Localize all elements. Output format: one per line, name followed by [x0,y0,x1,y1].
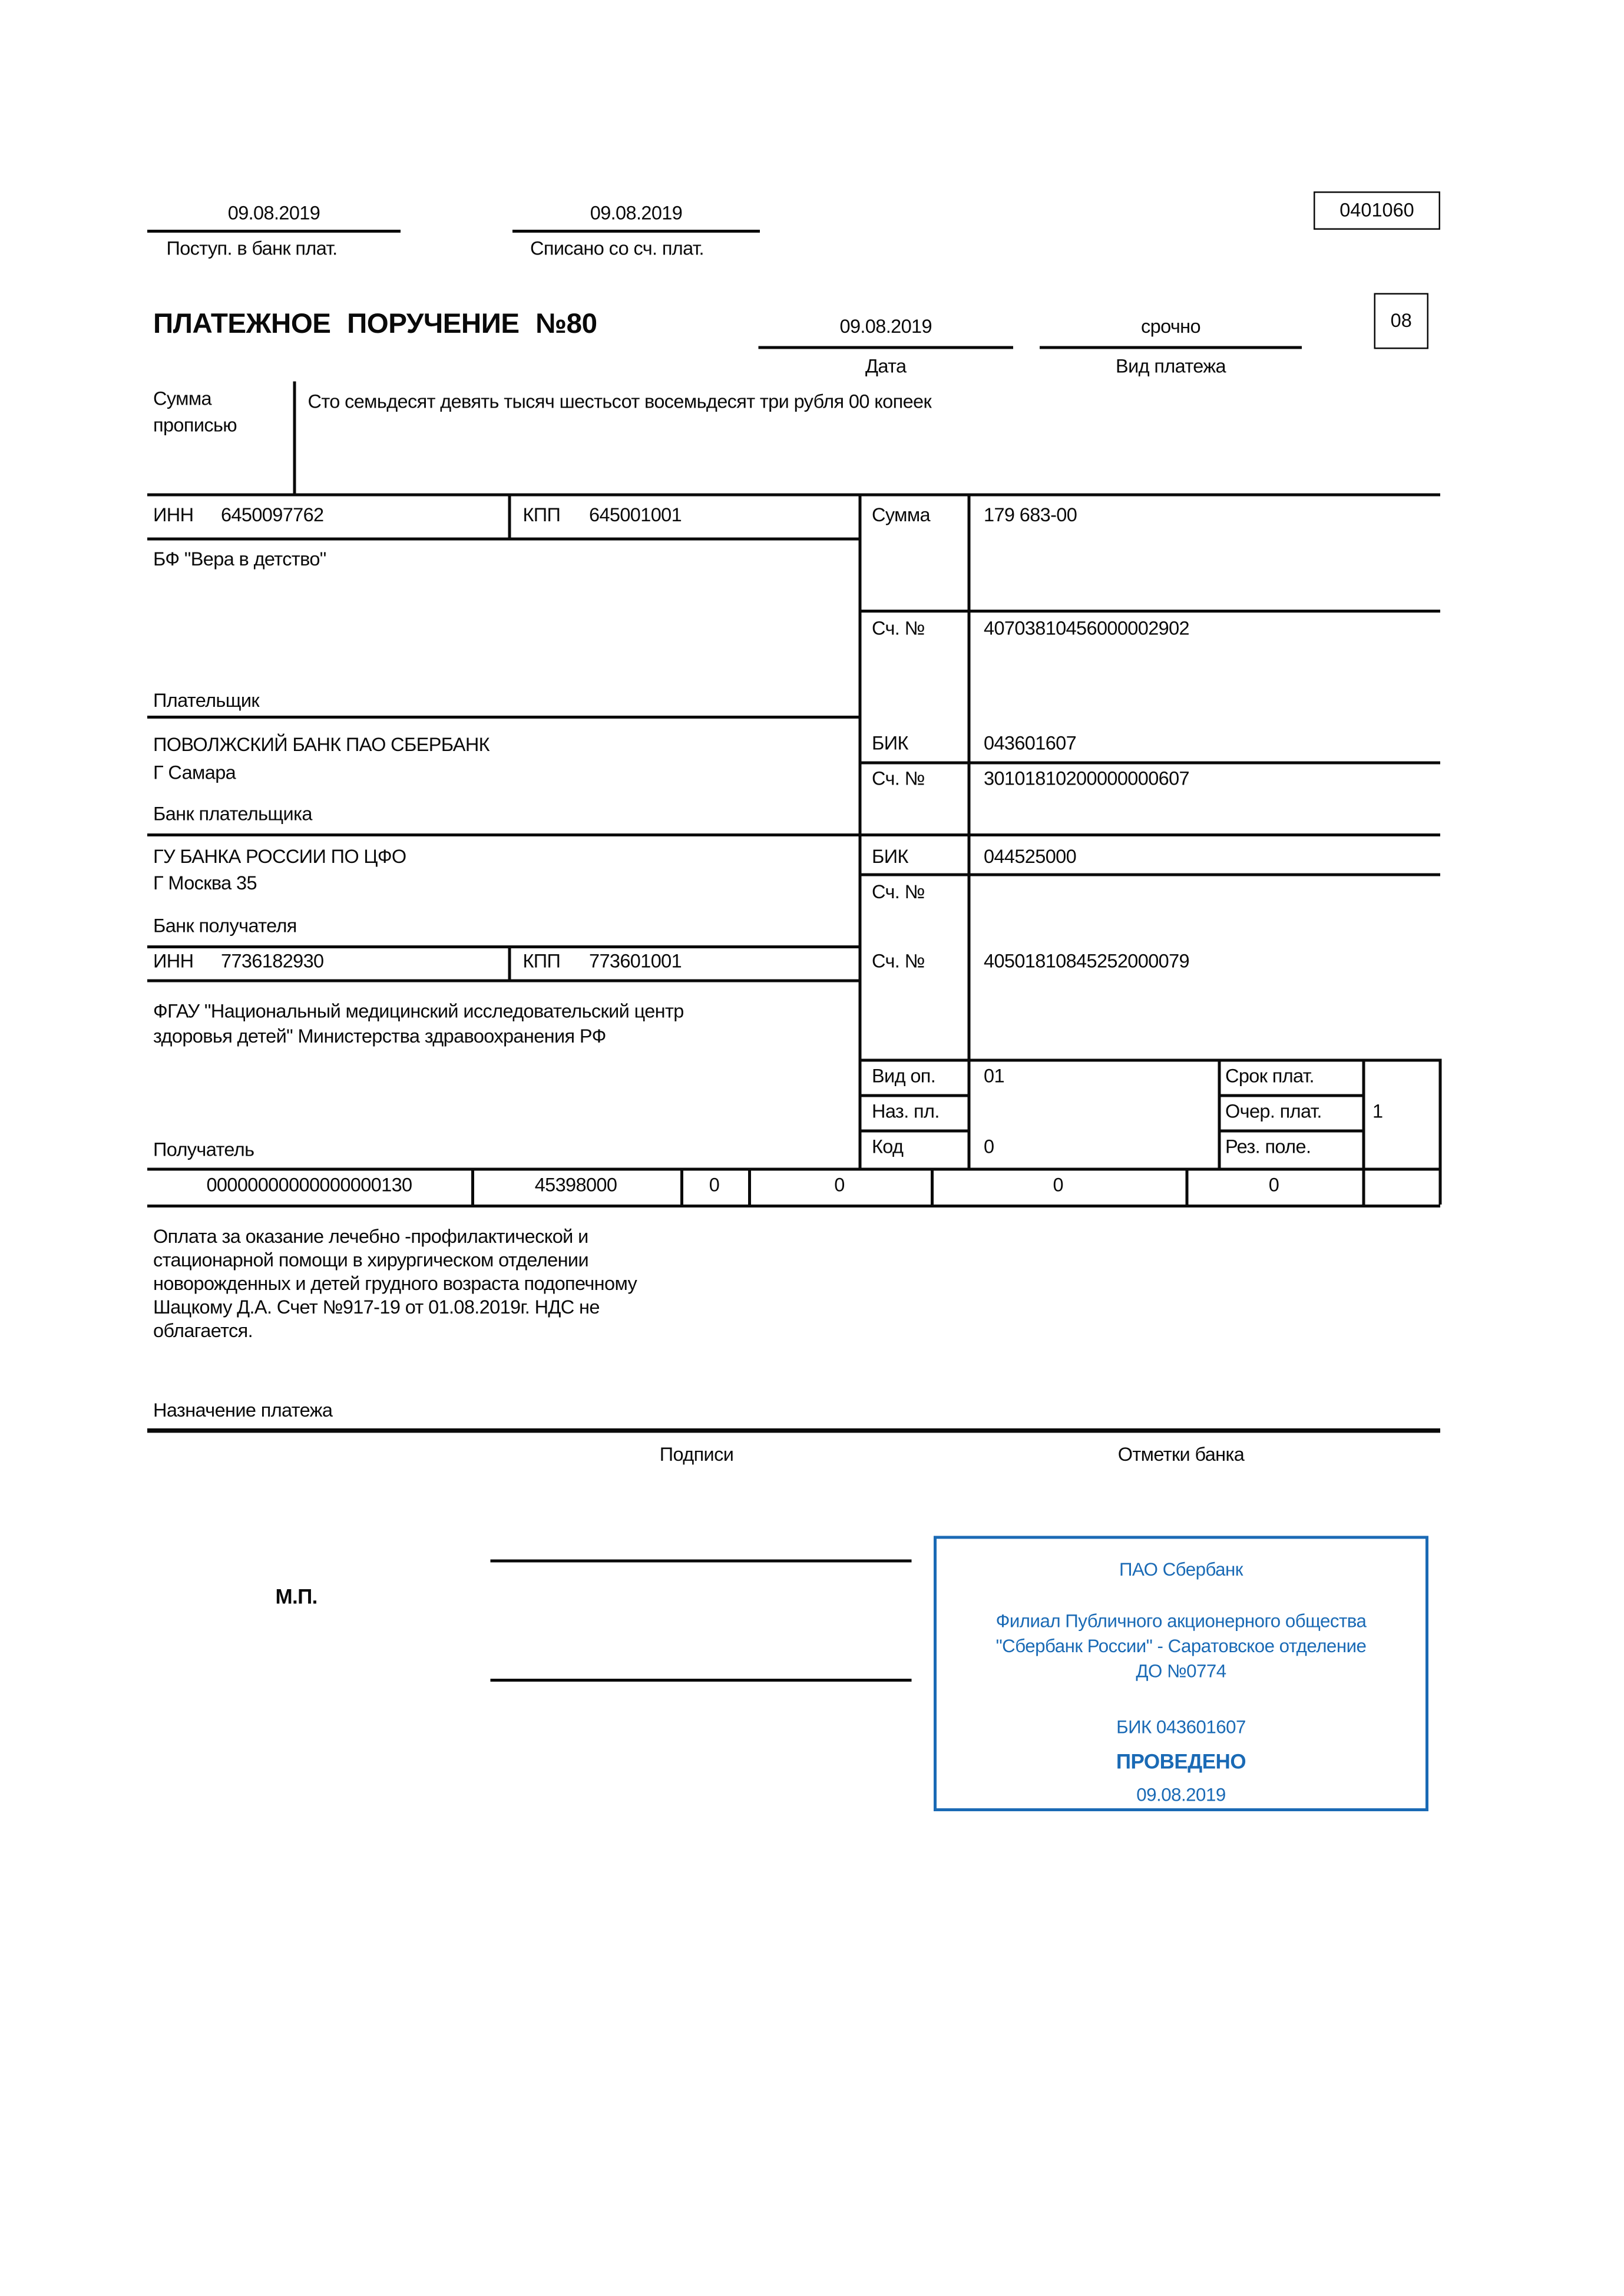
debited-date: 09.08.2019 [590,201,683,224]
payee-kpp-value: 773601001 [589,950,682,972]
stamp-bank-name: ПАО Сбербанк [1119,1559,1243,1580]
payer-label: Плательщик [153,689,259,712]
table-divider [1218,1059,1221,1168]
payment-kind-label: Вид платежа [1116,355,1226,377]
payment-kind-value: срочно [1141,315,1200,338]
document-date: 09.08.2019 [839,315,932,338]
requisite-doc-number: 0 [1053,1173,1063,1196]
table-line [859,1130,968,1132]
purpose-label: Назначение платежа [153,1399,333,1421]
received-date: 09.08.2019 [227,201,320,224]
amount-words-label-2: прописью [153,413,237,436]
table-line [147,833,1440,836]
underline [1040,346,1302,349]
requisite-period: 0 [834,1173,845,1196]
bank-marks-label: Отметки банка [1117,1443,1245,1465]
payee-bank-label: Банк получателя [153,914,297,937]
table-divider [1439,1059,1441,1205]
table-line [147,1168,1440,1171]
table-line [1218,1094,1362,1097]
stamp-place-label: М.П. [275,1584,317,1608]
vid-op-value: 01 [984,1064,1004,1087]
table-line [147,1428,1440,1432]
purpose-line-1: Оплата за оказание лечебно -профилактической и [153,1225,588,1248]
table-line [147,1205,1440,1207]
table-line [859,610,1441,612]
purpose-line-2: стационарной помощи в хирургическом отделении [153,1249,588,1271]
date-label: Дата [865,355,907,377]
table-divider [1362,1059,1365,1205]
payer-bank-account-value: 30101810200000000607 [984,767,1190,789]
payer-name: БФ "Вера в детство" [153,548,326,570]
table-line [147,980,859,982]
srok-plat-label: Срок плат. [1225,1064,1314,1087]
payee-bank-account-label: Сч. № [872,881,925,903]
payee-name-line1: ФГАУ "Национальный медицинский исследовательский центр [153,1000,684,1022]
underline [759,346,1014,349]
payee-bank-city: Г Москва 35 [153,872,257,894]
amount-words-label-1: Сумма [153,387,212,409]
payer-bank-label: Банк плательщика [153,802,312,825]
payee-inn-label: ИНН [153,950,194,972]
payer-bank-account-label: Сч. № [872,767,925,789]
payer-account-value: 40703810456000002902 [984,617,1190,639]
table-line [859,1094,968,1097]
table-divider [293,382,296,494]
table-line [147,538,859,540]
payer-account-label: Сч. № [872,617,925,639]
amount-in-words: Сто семьдесят девять тысяч шестьсот восемьдесят три рубля 00 копеек [307,390,932,412]
signature-line [491,1679,912,1682]
payee-bank-bik-label: БИК [872,845,908,868]
payer-bank-city: Г Самара [153,761,236,783]
purpose-line-3: новорожденных и детей грудного возраста подопечному [153,1272,637,1295]
stamp-status: ПРОВЕДЕНО [1116,1749,1246,1773]
table-line [859,874,1441,876]
status-code-box: 08 [1374,293,1429,349]
payer-bank-bik-label: БИК [872,732,908,754]
table-divider [859,494,861,1168]
stamp-branch-line3: ДО №0774 [1136,1661,1226,1682]
underline [147,230,401,232]
table-line [147,945,859,948]
signatures-label: Подписи [659,1443,734,1465]
stamp-branch-line2: "Сбербанк России" - Саратовское отделение [995,1636,1367,1657]
payer-inn-value: 6450097762 [221,504,324,526]
payer-kpp-value: 645001001 [589,504,682,526]
purpose-line-5: облагается. [153,1319,253,1342]
payee-account-label: Сч. № [872,950,925,972]
payee-label: Получатель [153,1138,254,1160]
table-divider [968,494,970,1168]
document-title: ПЛАТЕЖНОЕ ПОРУЧЕНИЕ №80 [153,309,597,340]
payee-kpp-label: КПП [522,950,561,972]
debited-label: Списано со сч. плат. [530,237,704,259]
payee-account-value: 40501810845252000079 [984,950,1190,972]
ocher-plat-label: Очер. плат. [1225,1100,1322,1122]
naz-pl-label: Наз. пл. [872,1100,940,1122]
ocher-plat-value: 1 [1372,1100,1383,1122]
kod-value: 0 [984,1135,994,1157]
signature-line [491,1560,912,1563]
requisite-kbk: 00000000000000000130 [206,1173,412,1196]
requisite-basis: 0 [709,1173,720,1196]
table-line [147,716,859,718]
payer-bank-bik-value: 043601607 [984,732,1077,754]
received-label: Поступ. в банк плат. [166,237,338,259]
stamp-date: 09.08.2019 [1136,1785,1226,1805]
payee-bank-name: ГУ БАНКА РОССИИ ПО ЦФО [153,845,406,868]
sum-value: 179 683-00 [984,504,1077,526]
form-code-box: 0401060 [1314,191,1440,230]
table-line [1218,1130,1362,1132]
table-line [859,762,1441,764]
stamp-bik: БИК 043601607 [1116,1717,1246,1738]
payee-name-line2: здоровья детей" Министерства здравоохранения РФ [153,1025,606,1047]
payer-bank-name: ПОВОЛЖСКИЙ БАНК ПАО СБЕРБАНК [153,733,489,756]
payer-inn-label: ИНН [153,504,194,526]
kod-label: Код [872,1135,904,1157]
table-line [859,1059,1441,1061]
stamp-branch-line1: Филиал Публичного акционерного общества [995,1611,1367,1632]
underline [512,230,760,232]
table-line [147,494,1440,497]
payer-kpp-label: КПП [522,504,561,526]
rez-pole-label: Рез. поле. [1225,1135,1311,1157]
vid-op-label: Вид оп. [872,1064,936,1087]
sum-label: Сумма [872,504,931,526]
payee-inn-value: 7736182930 [221,950,324,972]
requisite-oktmo: 45398000 [534,1173,617,1196]
requisite-doc-date: 0 [1268,1173,1279,1196]
payee-bank-bik-value: 044525000 [984,845,1077,868]
bank-stamp [934,1536,1428,1812]
table-divider [508,945,511,980]
table-divider [508,494,511,538]
purpose-line-4: Шацкому Д.А. Счет №917-19 от 01.08.2019г. НДС не [153,1296,600,1318]
